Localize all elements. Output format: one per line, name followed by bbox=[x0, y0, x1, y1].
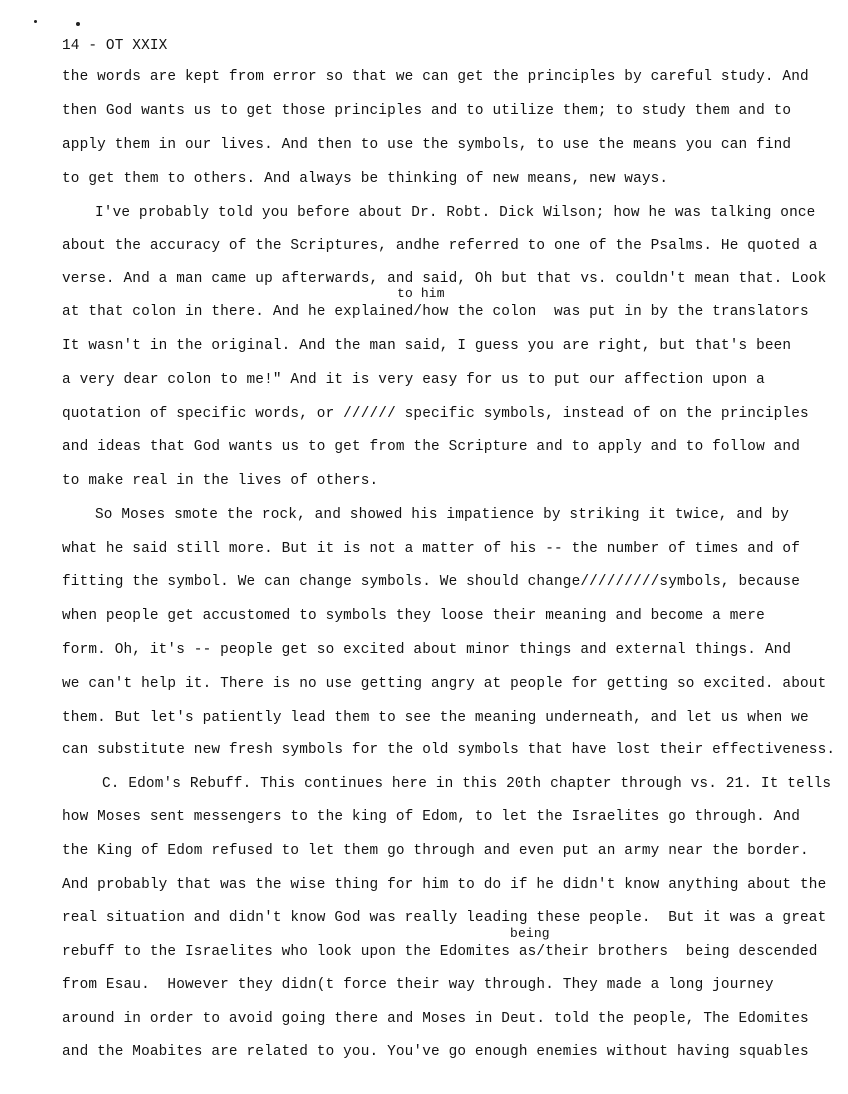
text-line: about the accuracy of the Scriptures, andhe referred to one of the Psalms. He quoted a bbox=[62, 238, 818, 254]
text-line: So Moses smote the rock, and showed his impatience by striking it twice, and by bbox=[95, 507, 790, 523]
text-line: a very dear colon to me!" And it is very easy for us to put our affection upon a bbox=[62, 372, 765, 388]
text-line: the words are kept from error so that we can get the principles by careful study. And bbox=[62, 69, 809, 85]
text-line: we can't help it. There is no use getting angry at people for getting so excited. about bbox=[62, 676, 827, 692]
ink-speck bbox=[76, 22, 80, 26]
text-line: apply them in our lives. And then to use the symbols, to use the means you can find bbox=[62, 137, 792, 153]
text-line: when people get accustomed to symbols they loose their meaning and become a mere bbox=[62, 608, 765, 624]
text-line: to make real in the lives of others. bbox=[62, 473, 379, 489]
text-line: the King of Edom refused to let them go through and even put an army near the border. bbox=[62, 843, 809, 859]
text-line: around in order to avoid going there and Moses in Deut. told the people, The Edomites bbox=[62, 1011, 809, 1027]
text-line: how Moses sent messengers to the king of Edom, to let the Israelites go through. And bbox=[62, 809, 801, 825]
ink-speck bbox=[34, 20, 37, 23]
text-line: verse. And a man came up afterwards, and said, Oh but that vs. couldn't mean that. Look bbox=[62, 271, 827, 287]
text-line: It wasn't in the original. And the man said, I guess you are right, but that's been bbox=[62, 338, 792, 354]
text-line: can substitute new fresh symbols for the old symbols that have lost their effectiveness. bbox=[62, 742, 836, 758]
text-line: and the Moabites are related to you. You've go enough enemies without having squables bbox=[62, 1044, 809, 1060]
interlinear-insertion: being bbox=[510, 926, 550, 941]
text-line: at that colon in there. And he explained/how the colon was put in by the translators bbox=[62, 304, 809, 320]
text-line: rebuff to the Israelites who look upon the Edomites as/their brothers being descended bbox=[62, 944, 818, 960]
page-header: 14 - OT XXIX bbox=[62, 38, 168, 54]
section-heading-line: C. Edom's Rebuff. This continues here in this 20th chapter through vs. 21. It tells bbox=[102, 776, 832, 792]
text-line: and ideas that God wants us to get from the Scripture and to apply and to follow and bbox=[62, 439, 801, 455]
text-line: And probably that was the wise thing for him to do if he didn't know anything about the bbox=[62, 877, 827, 893]
text-line: then God wants us to get those principles and to utilize them; to study them and to bbox=[62, 103, 792, 119]
text-line: from Esau. However they didn(t force their way through. They made a long journey bbox=[62, 977, 774, 993]
text-line: form. Oh, it's -- people get so excited about minor things and external things. And bbox=[62, 642, 792, 658]
text-line: quotation of specific words, or ////// specific symbols, instead of on the principles bbox=[62, 406, 809, 422]
text-line: what he said still more. But it is not a matter of his -- the number of times and of bbox=[62, 541, 801, 557]
text-line: fitting the symbol. We can change symbols. We should change/////////symbols, because bbox=[62, 574, 801, 590]
text-line: them. But let's patiently lead them to see the meaning underneath, and let us when we bbox=[62, 710, 809, 726]
text-line: I've probably told you before about Dr. Robt. Dick Wilson; how he was talking once bbox=[95, 205, 816, 221]
text-line: real situation and didn't know God was really leading these people. But it was a great bbox=[62, 910, 827, 926]
interlinear-insertion: to him bbox=[397, 286, 445, 301]
text-line: to get them to others. And always be thinking of new means, new ways. bbox=[62, 171, 669, 187]
